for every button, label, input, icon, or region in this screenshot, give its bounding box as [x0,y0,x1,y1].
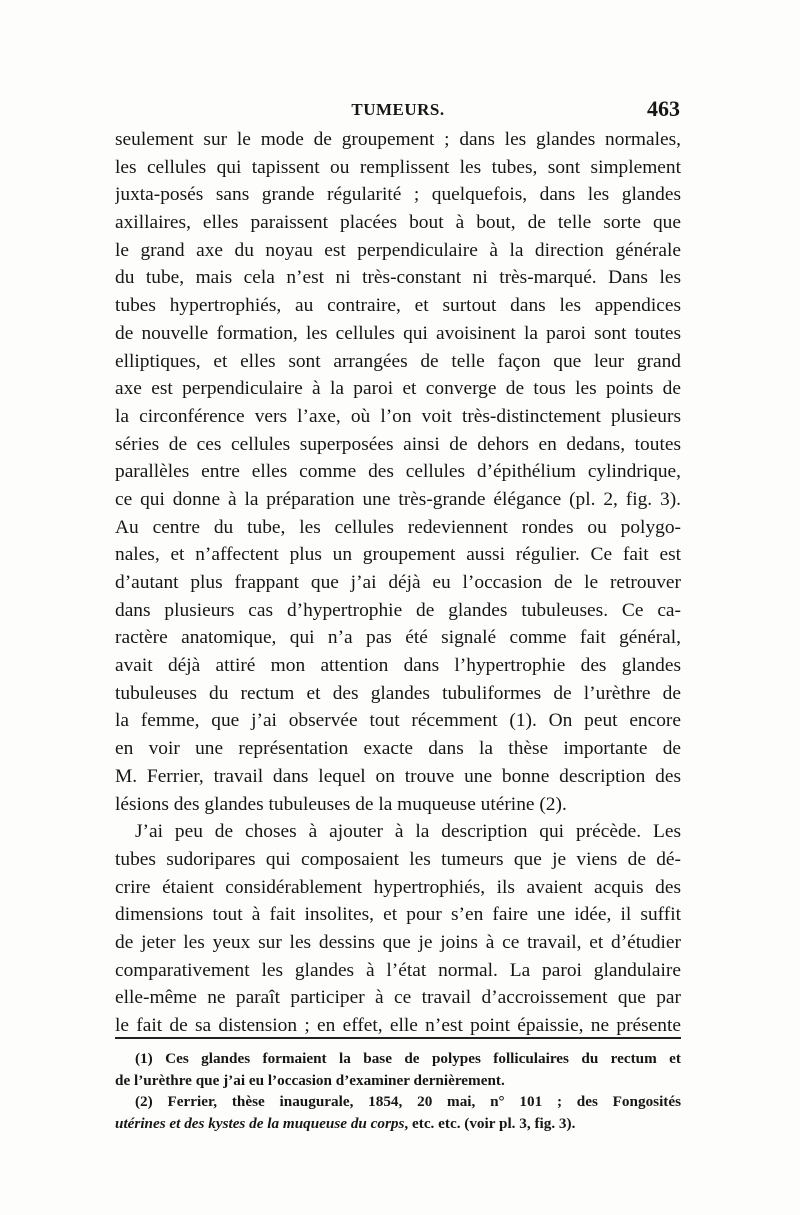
running-title: TUMEURS. [351,100,445,119]
text-line: comparativement les glandes à l’état normal. La paroi glandulaire [115,959,681,981]
text-line: de nouvelle formation, les cellules qui avoisinent la paroi sont toutes [115,322,681,344]
text-line: M. Ferrier, travail dans lequel on trouve une bonne description des [115,765,681,787]
text-line: tubes sudoripares qui composaient les tumeurs que je viens de dé- [115,848,681,870]
text-line: la femme, que j’ai observée tout récemment (1). On peut encore [115,710,681,732]
footnote-2-italic-title: utérines et des kystes de la muqueuse du corps [115,1114,405,1132]
text-line: d’autant plus frappant que j’ai déjà eu l’occasion de le retrouver [115,572,681,593]
text-line: axillaires, elles paraissent placées bout à bout, de telle sorte que [115,212,681,234]
text-line: ce qui donne à la préparation une très-grande élégance (pl. 2, fig. 3). [115,488,681,510]
text-line: dans plusieurs cas d’hypertrophie de glandes tubuleuses. Ce ca- [115,599,681,621]
text-line: la circonférence vers l’axe, où l’on voit très-distinctement plusieurs [115,405,681,427]
footnotes [115,1048,681,1134]
text-line: juxta-posés sans grande régularité ; quelquefois, dans les glandes [115,184,681,206]
text-line: dimensions tout à fait insolites, et pour s’en faire une idée, il suffit [115,904,681,926]
text-line: crire étaient considérablement hypertrophiés, ils avaient acquis des [115,876,681,898]
footnote-divider [115,1037,681,1039]
footnote-2-line [115,1113,681,1135]
text-line: tubes hypertrophiés, au contraire, et surtout dans les appendices [115,295,681,317]
text-line: tubuleuses du rectum et des glandes tubuliformes de l’urèthre de [115,682,681,704]
text-line: axe est perpendiculaire à la paroi et converge de tous les points de [115,378,681,400]
running-head [116,96,680,126]
body-text [115,126,681,1040]
text-line: le fait de sa distension ; en effet, elle n’est point épaissie, ne présente [115,1015,681,1036]
paragraph-end-line: lésions des glandes tubuleuses de la muqueuse utérine (2). [115,793,567,815]
text-line: séries de ces cellules superposées ainsi de dehors en dedans, toutes [115,433,681,455]
footnote-2-reference: , etc. etc. (voir pl. 3, fig. 3). [404,1114,576,1132]
text-line: seulement sur le mode de groupement ; dans les glandes normales, [115,129,681,150]
footnote-2-line: (2) Ferrier, thèse inaugurale, 1854, 20 mai, n° 101 ; des Fongosités [135,1093,681,1110]
text-line: Au centre du tube, les cellules redeviennent rondes ou polygo- [115,516,681,538]
text-line: elliptiques, et elles sont arrangées de telle façon que leur grand [115,350,681,372]
text-line: du tube, mais cela n’est ni très-constant ni très-marqué. Dans les [115,267,681,289]
text-line: le grand axe du noyau est perpendiculaire à la direction générale [115,239,681,261]
text-line: ractère anatomique, qui n’a pas été signalé comme fait général, [115,627,681,649]
text-line: elle-même ne paraît participer à ce travail d’accroissement que par [115,987,681,1009]
paragraph-start-line: J’ai peu de choses à ajouter à la description qui précède. Les [135,821,681,843]
text-line: avait déjà attiré mon attention dans l’hypertrophie des glandes [115,655,681,677]
footnote-1-line: (1) Ces glandes formaient la base de polypes folliculaires du rectum et [135,1050,681,1067]
text-line: en voir une représentation exacte dans la thèse importante de [115,738,681,760]
text-line: nales, et n’affectent plus un groupement aussi régulier. Ce fait est [115,544,681,566]
text-line: parallèles entre elles comme des cellules d’épithélium cylindrique, [115,461,681,483]
text-line: les cellules qui tapissent ou remplissent les tubes, sont simplement [115,156,681,178]
text-line: de jeter les yeux sur les dessins que je joins à ce travail, et d’étudier [115,931,681,953]
page-number: 463 [647,96,680,121]
footnote-1-line: de l’urèthre que j’ai eu l’occasion d’examiner dernièrement. [115,1071,505,1089]
